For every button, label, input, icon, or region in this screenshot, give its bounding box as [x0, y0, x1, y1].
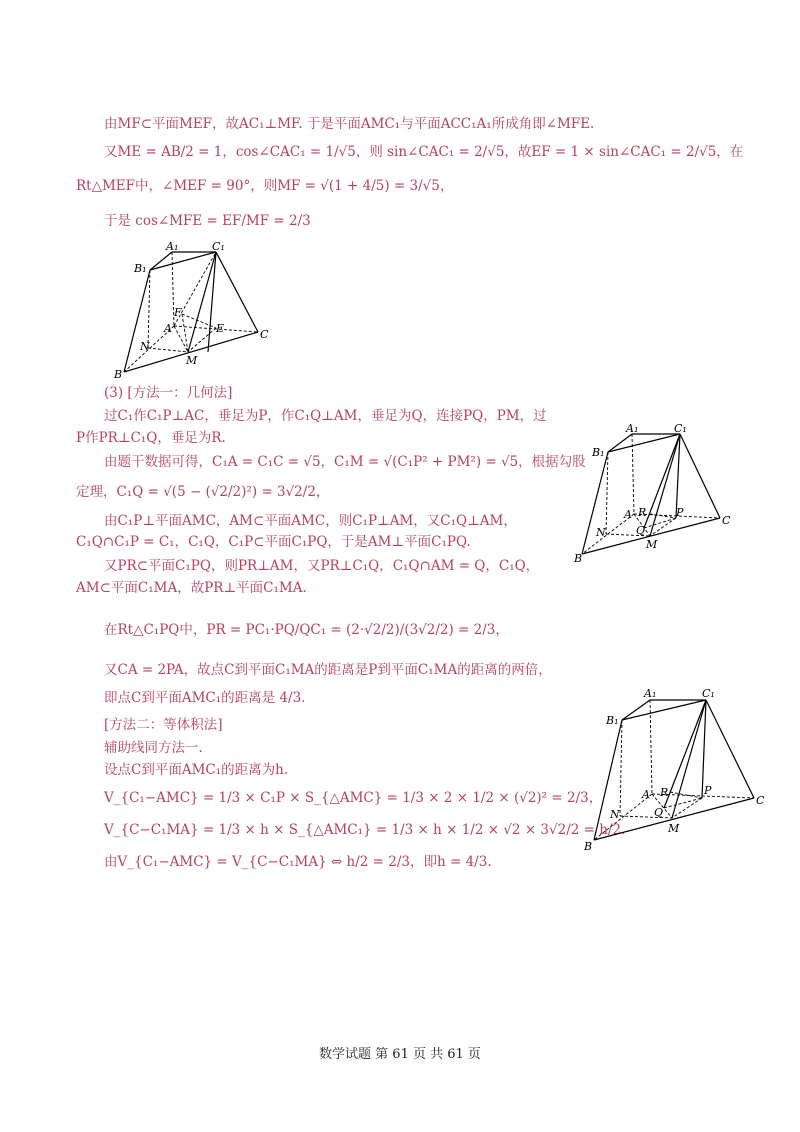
- fig3-label-p: P: [704, 784, 712, 797]
- fig1-label-m: M: [186, 354, 198, 367]
- text-line-21: V_{C−C₁MA} = 1/3 × h × S_{△AMC₁} = 1/3 × h × 1/2 × √2 × 3√2/2 = h/2.: [104, 822, 626, 838]
- prism-figure-1: [110, 240, 280, 380]
- fig3-label-b: B: [584, 840, 593, 853]
- fig2-label-m: M: [646, 538, 658, 551]
- fig2-label-a: A: [624, 508, 632, 521]
- fig2-label-q: Q: [636, 524, 646, 537]
- prism-figure-3-svg: [582, 682, 772, 852]
- text-line-20: V_{C₁−AMC} = 1/3 × C₁P × S_{△AMC} = 1/3 × 2 × 1/2 × (√2)² = 2/3，: [104, 790, 603, 806]
- text-line-17: [方法二：等体积法]: [104, 717, 223, 733]
- fig2-label-c1: C₁: [674, 422, 687, 435]
- text-line-22: 由V_{C₁−AMC} = V_{C−C₁MA} ⇔ h/2 = 2/3，即h = 4/3.: [104, 854, 492, 870]
- fig2-label-p: P: [676, 506, 684, 519]
- text-line-19: 设点C到平面AMC₁的距离为h.: [104, 762, 289, 778]
- fig3-label-c: C: [756, 794, 765, 807]
- fig2-label-b1: B₁: [592, 446, 605, 459]
- text-line-4: 于是 cos∠MFE = EF/MF = 2/3: [104, 213, 311, 229]
- fig3-label-m: M: [668, 822, 680, 835]
- prism-figure-2-svg: [572, 418, 742, 568]
- text-line-5: (3) [方法一：几何法]: [104, 385, 233, 401]
- text-line-6: 过C₁作C₁P⊥AC，垂足为P，作C₁Q⊥AM，垂足为Q，连接PQ，PM，过: [104, 408, 547, 424]
- fig1-label-a: A: [164, 322, 172, 335]
- text-line-2: 又ME = AB/2 = 1，cos∠CAC₁ = 1/√5，则 sin∠CAC₁ = 2/√5，故EF = 1 × sin∠CAC₁ = 2/√5，在: [104, 144, 744, 160]
- fig1-label-c: C: [260, 328, 269, 341]
- fig2-label-c: C: [722, 514, 731, 527]
- prism-figure-1-svg: [110, 240, 280, 380]
- fig3-label-n: N: [610, 808, 620, 821]
- prism-figure-2: [572, 418, 742, 568]
- fig1-label-n: N: [140, 340, 150, 353]
- fig3-label-r: R: [660, 786, 669, 799]
- text-line-7: P作PR⊥C₁Q，垂足为R.: [76, 430, 226, 446]
- text-line-12: 又PR⊂平面C₁PQ，则PR⊥AM，又PR⊥C₁Q，C₁Q∩AM = Q，C₁Q，: [104, 558, 540, 574]
- fig1-label-c1: C₁: [212, 240, 225, 253]
- text-line-14: 在Rt△C₁PQ中，PR = PC₁·PQ/QC₁ = (2·√2/2)/(3√2/2) = 2/3，: [104, 622, 509, 638]
- fig3-label-b1: B₁: [606, 714, 619, 727]
- text-line-3: Rt△MEF中，∠MEF = 90°，则MF = √(1 + 4/5) = 3/√5，: [76, 178, 454, 194]
- prism-figure-3: [582, 682, 772, 852]
- text-line-11: C₁Q∩C₁P = C₁，C₁Q，C₁P⊂平面C₁PQ，于是AM⊥平面C₁PQ.: [76, 534, 471, 550]
- fig2-label-r: R: [638, 506, 647, 519]
- page-footer: 数学试题 第 61 页 共 61 页: [319, 1047, 481, 1062]
- fig3-label-a1: A₁: [644, 687, 657, 700]
- fig2-label-n: N: [596, 526, 606, 539]
- fig1-label-b: B: [114, 368, 123, 381]
- text-line-10: 由C₁P⊥平面AMC，AM⊂平面AMC，则C₁P⊥AM，又C₁Q⊥AM，: [104, 513, 517, 529]
- fig2-label-a1: A₁: [626, 422, 639, 435]
- text-line-13: AM⊂平面C₁MA，故PR⊥平面C₁MA.: [76, 580, 307, 596]
- text-line-15: 又CA = 2PA，故点C到平面C₁MA的距离是P到平面C₁MA的距离的两倍，: [104, 662, 552, 678]
- fig1-label-b1: B₁: [134, 262, 147, 275]
- text-line-18: 辅助线同方法一.: [104, 740, 203, 756]
- text-line-1: 由MF⊂平面MEF，故AC₁⊥MF. 于是平面AMC₁与平面ACC₁A₁所成角即∠MFE.: [104, 116, 595, 132]
- fig1-label-f: F: [174, 306, 182, 319]
- fig3-label-q: Q: [654, 806, 664, 819]
- text-line-9: 定理，C₁Q = √(5 − (√2/2)²) = 3√2/2，: [76, 484, 330, 500]
- text-line-8: 由题干数据可得，C₁A = C₁C = √5，C₁M = √(C₁P² + PM²) = √5，根据勾股: [104, 454, 586, 470]
- fig1-label-a1: A₁: [166, 240, 179, 253]
- text-line-16: 即点C到平面AMC₁的距离是 4/3.: [104, 690, 306, 706]
- fig1-label-e: E: [216, 322, 225, 335]
- fig2-label-b: B: [574, 552, 583, 565]
- fig3-label-c1: C₁: [702, 687, 715, 700]
- fig3-label-a: A: [642, 788, 650, 801]
